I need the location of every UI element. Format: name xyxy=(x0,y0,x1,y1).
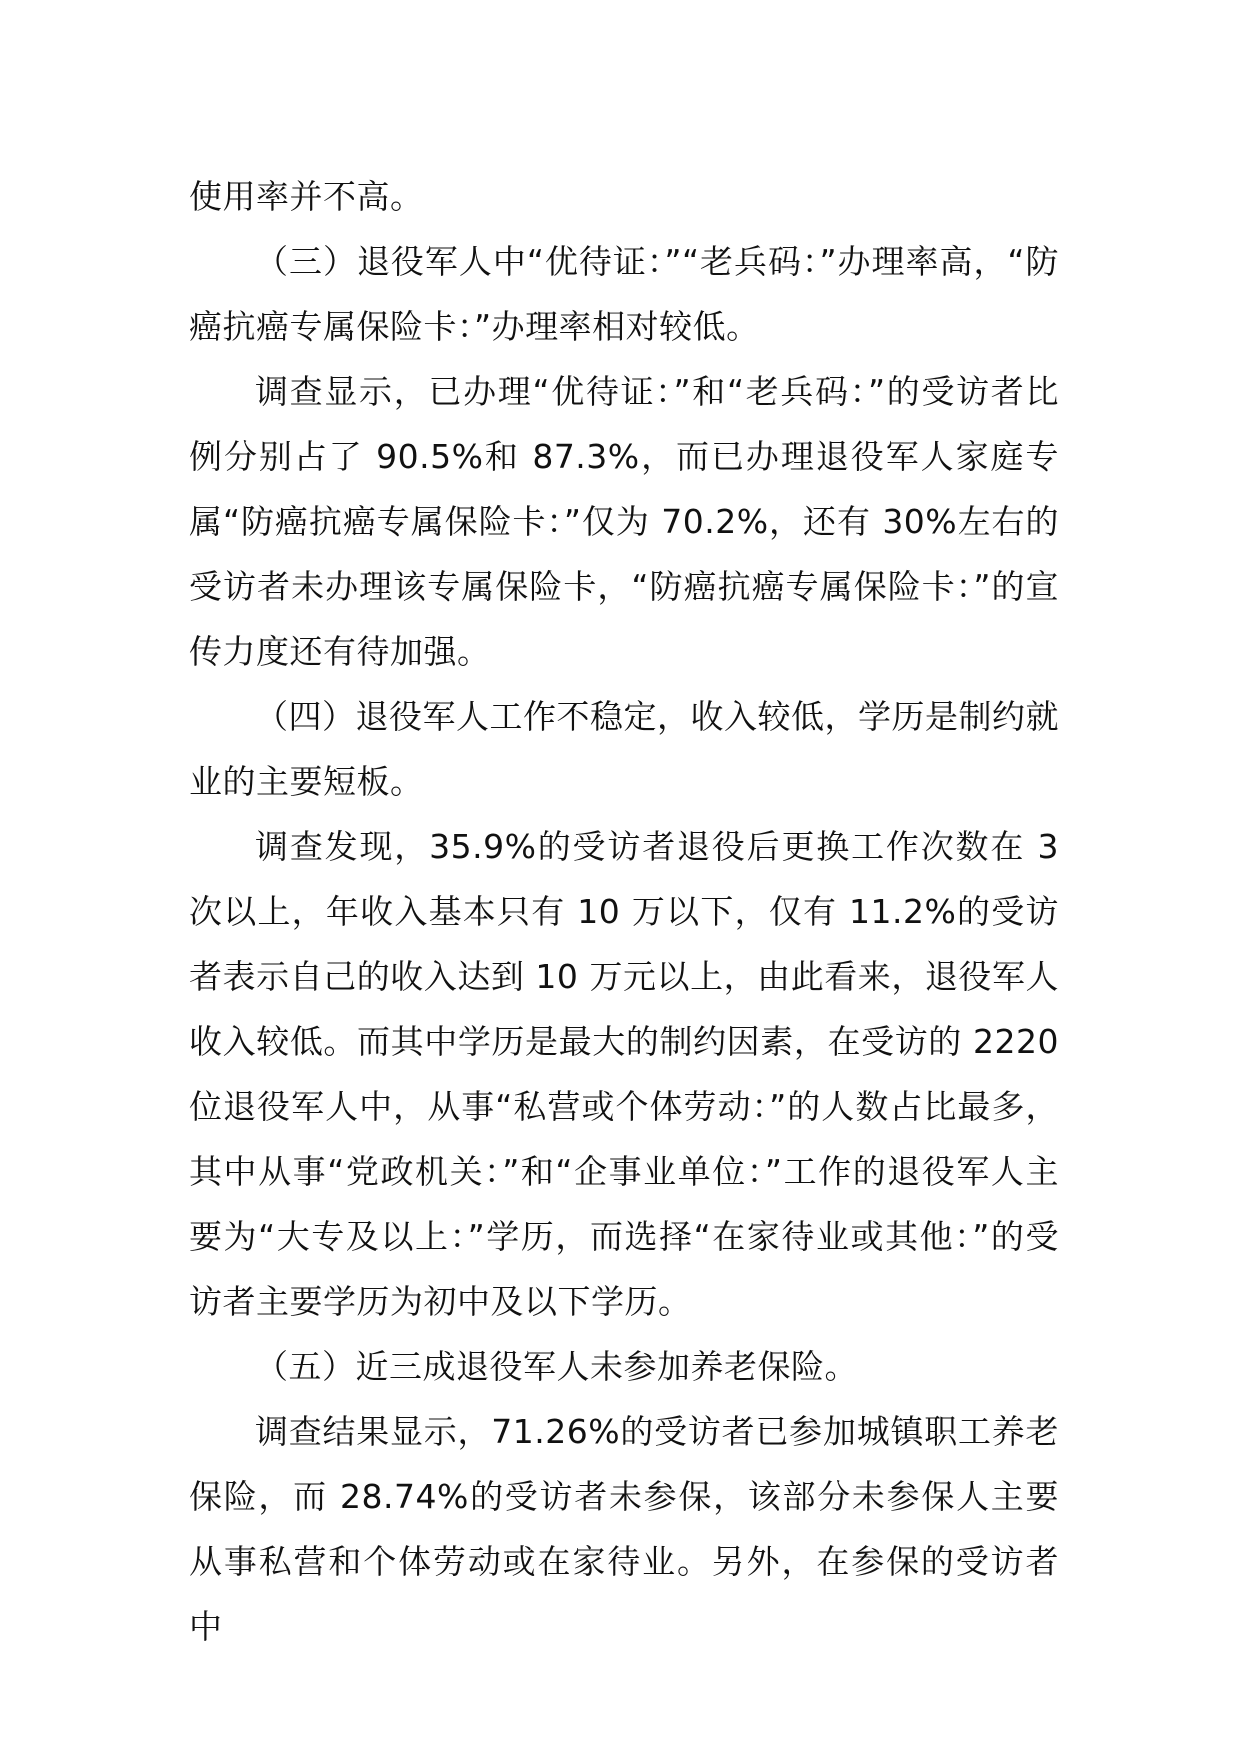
paragraph-continuation: 使用率并不高。 xyxy=(189,177,424,216)
section-heading-4: （四）退役军人工作不稳定，收入较低，学历是制约就业的主要短板。 xyxy=(189,697,1059,801)
section-heading-3: （三）退役军人中“优待证：”“老兵码：”办理率高，“防癌抗癌专属保险卡：”办理率相对较低。 xyxy=(189,242,1059,346)
section-heading-5: （五）近三成退役军人未参加养老保险。 xyxy=(255,1347,858,1386)
document-page xyxy=(189,164,1059,1659)
paragraph-survey-cards: 调查显示，已办理“优待证：”和“老兵码：”的受访者比例分别占了 90.5%和 87.3%，而已办理退役军人家庭专属“防癌抗癌专属保险卡：”仅为 70.2%，还有 30%左右的受访者未办理该专属保险卡，“防癌抗癌专属保险卡：”的宣传力度还有待加强。 xyxy=(189,372,1059,671)
paragraph-employment: 调查发现，35.9%的受访者退役后更换工作次数在 3 次以上，年收入基本只有 10 万以下，仅有 11.2%的受访者表示自己的收入达到 10 万元以上，由此看来，退役军人收入较低。而其中学历是最大的制约因素，在受访的 2220 位退役军人中，从事“私营或个体劳动：”的人数占比最多，其中从事“党政机关：”和“企事业单位：”工作的退役军人主要为“大专及以上：”学历，而选择“在家待业或其他：”的受访者主要学历为初中及以下学历。 xyxy=(189,827,1059,1321)
paragraph-pension: 调查结果显示，71.26%的受访者已参加城镇职工养老保险，而 28.74%的受访者未参保，该部分未参保人主要从事私营和个体劳动或在家待业。另外，在参保的受访者中 xyxy=(189,1412,1059,1646)
